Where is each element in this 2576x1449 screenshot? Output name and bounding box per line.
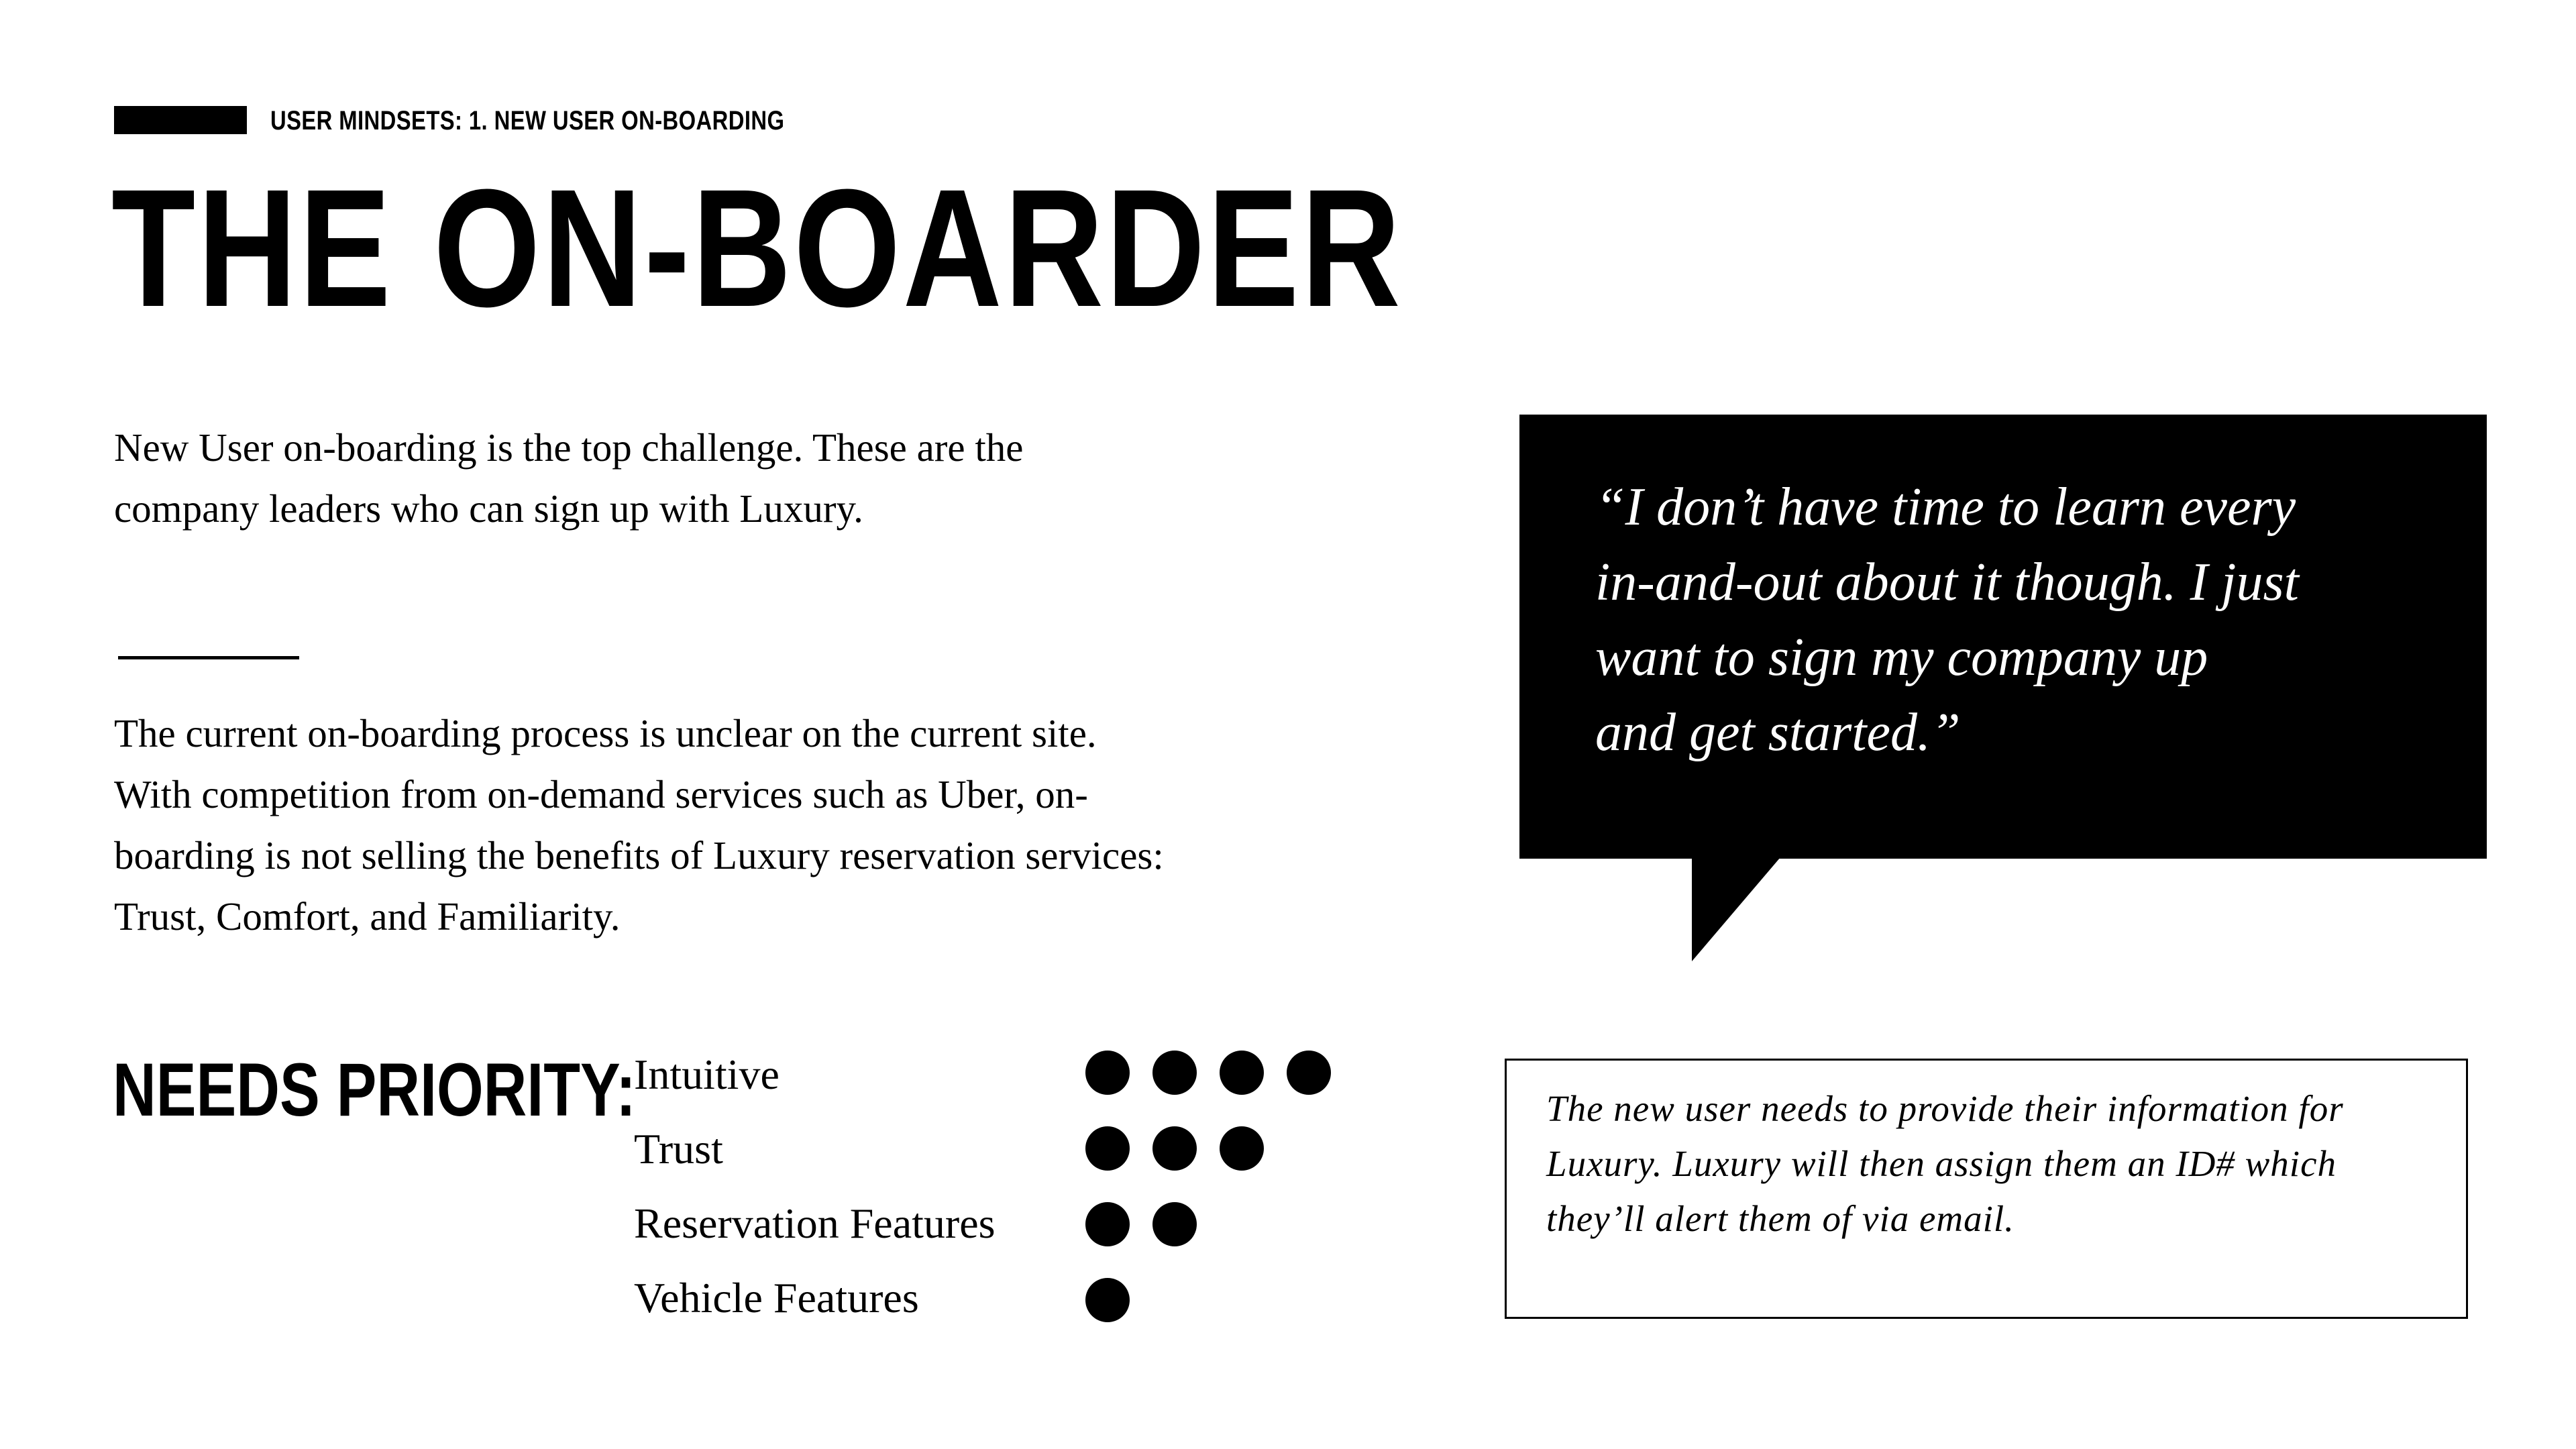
- section-eyebrow: USER MINDSETS: 1. NEW USER ON-BOARDING: [270, 106, 785, 136]
- priority-dot: [1085, 1051, 1130, 1095]
- page-title: THE ON-BOARDER: [111, 154, 1403, 341]
- quote-line: want to sign my company up: [1595, 628, 2208, 687]
- need-label-intuitive: Intuitive: [634, 1051, 780, 1098]
- priority-dot: [1152, 1126, 1197, 1171]
- priority-dot: [1287, 1051, 1331, 1095]
- need-label-trust: Trust: [634, 1125, 723, 1173]
- note-line: they’ll alert them of via email.: [1546, 1198, 2015, 1239]
- detail-line: The current on-boarding process is unclear on the current site.: [114, 711, 1097, 755]
- intro-line: company leaders who can sign up with Luxury.: [114, 486, 863, 531]
- user-quote: [1595, 470, 2299, 770]
- quote-line: in-and-out about it though. I just: [1595, 553, 2299, 612]
- priority-dot: [1085, 1278, 1130, 1322]
- quote-bubble-tail: [1692, 857, 1780, 961]
- note-text: [1546, 1081, 2344, 1246]
- detail-line: With competition from on-demand services such as Uber, on-: [114, 772, 1088, 816]
- need-label-reservation-features: Reservation Features: [634, 1199, 996, 1247]
- quote-line: “I don’t have time to learn every: [1595, 478, 2296, 537]
- priority-dot: [1152, 1051, 1197, 1095]
- header-accent-bar: [114, 106, 247, 134]
- detail-paragraph: [114, 703, 1164, 947]
- needs-priority-heading: NEEDS PRIORITY:: [113, 1048, 636, 1132]
- priority-dot: [1085, 1126, 1130, 1171]
- detail-line: boarding is not selling the benefits of Luxury reservation services:: [114, 833, 1164, 877]
- section-divider: [118, 656, 299, 659]
- note-line: The new user needs to provide their information for: [1546, 1088, 2344, 1129]
- detail-line: Trust, Comfort, and Familiarity.: [114, 894, 621, 938]
- need-label-vehicle-features: Vehicle Features: [634, 1274, 919, 1322]
- priority-dot: [1220, 1126, 1264, 1171]
- intro-paragraph: [114, 417, 1023, 539]
- priority-dot: [1152, 1202, 1197, 1246]
- intro-line: New User on-boarding is the top challenge. These are the: [114, 425, 1024, 470]
- priority-dot: [1220, 1051, 1264, 1095]
- priority-dot: [1085, 1202, 1130, 1246]
- quote-line: and get started.”: [1595, 703, 1961, 762]
- note-line: Luxury. Luxury will then assign them an ID# which: [1546, 1143, 2337, 1184]
